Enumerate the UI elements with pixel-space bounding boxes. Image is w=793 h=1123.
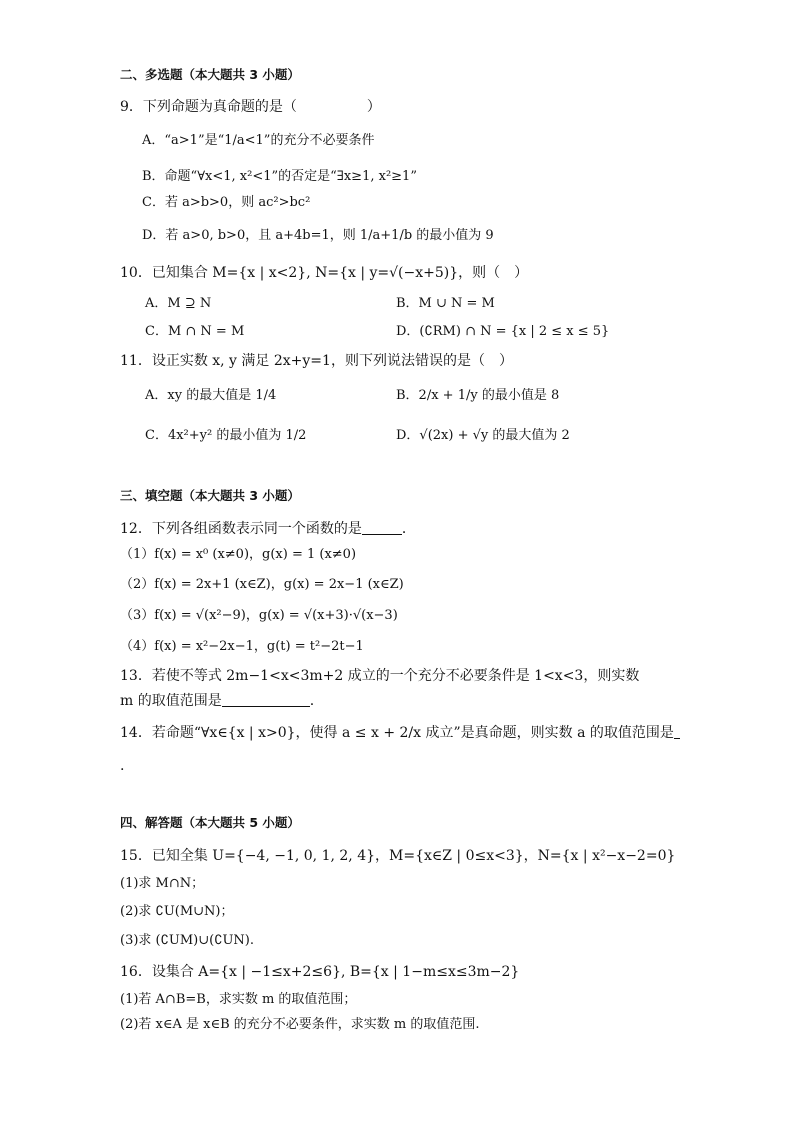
section-title-solution: 四、解答题（本大题共 5 小题） [120,815,300,830]
question-12-item-4: （4）f(x) = x²−2x−1，g(t) = t²−2t−1 [120,639,364,654]
question-11-stem: 11．设正实数 x, y 满足 2x+y=1，则下列说法错误的是（ ） [120,353,513,369]
question-15-stem: 15．已知全集 U={−4, −1, 0, 1, 2, 4}，M={x∈Z | 0≤x<3}，N={x | x²−x−2=0} [120,848,676,864]
question-9-option-c: C．若 a>b>0，则 ac²>bc² [142,195,311,210]
question-11-option-d: D．√(2x) + √y 的最大值为 2 [396,428,570,443]
question-12-stem [120,519,416,539]
question-10-option-a: A．M ⊇ N [145,296,212,311]
question-13-line-2-end: . [309,693,315,709]
question-16-part-2: (2)若 x∈A 是 x∈B 的充分不必要条件，求实数 m 的取值范围. [120,1017,480,1032]
answer-blank[interactable] [222,692,310,707]
question-13-line-2-text: m 的取值范围是 [120,693,222,709]
answer-blank[interactable] [674,724,680,739]
section-title-fill-in: 三、填空题（本大题共 3 小题） [120,488,300,503]
question-12-item-2: （2）f(x) = 2x+1 (x∈Z)，g(x) = 2x−1 (x∈Z) [120,577,404,592]
section-title-multiple-choice: 二、多选题（本大题共 3 小题） [120,67,300,82]
question-9-stem: 9．下列命题为真命题的是（ ） [120,99,381,115]
question-10-option-d: D．(∁RM) ∩ N = {x | 2 ≤ x ≤ 5} [396,324,610,339]
question-12-stem-text: 12．下列各组函数表示同一个函数的是 [120,521,362,537]
question-13-line-2 [120,691,314,711]
question-12-item-1: （1）f(x) = x⁰ (x≠0)，g(x) = 1 (x≠0) [120,547,357,562]
question-10-stem: 10．已知集合 M={x | x<2}, N={x | y=√(−x+5)}，则（ ） [120,265,529,281]
answer-blank[interactable] [362,520,402,535]
question-11-option-b: B．2/x + 1/y 的最小值是 8 [396,388,560,403]
question-13-line-1: 13．若使不等式 2m−1<x<3m+2 成立的一个充分不必要条件是 1<x<3，则实数 [120,668,640,684]
question-16-stem: 16．设集合 A={x | −1≤x+2≤6}, B={x | 1−m≤x≤3m−2} [120,964,520,980]
question-11-option-c: C．4x²+y² 的最小值为 1/2 [145,428,307,443]
question-10-option-c: C．M ∩ N = M [145,324,245,339]
question-9-option-a: A．“a>1”是“1/a<1”的充分不必要条件 [142,133,375,148]
question-12-stem-end: ． [401,521,416,537]
question-15-part-1: (1)求 M∩N； [120,876,205,891]
question-9-option-b: B．命题“∀x<1, x²<1”的否定是“∃x≥1, x²≥1” [142,169,417,184]
question-14-line-2: . [120,758,125,774]
question-12-item-3: （3）f(x) = √(x²−9)，g(x) = √(x+3)·√(x−3) [120,608,398,623]
question-14-line-1-text: 14．若命题“∀x∈{x | x>0}，使得 a ≤ x + 2/x 成立”是真命题，则实数 a 的取值范围是 [120,725,674,741]
question-11-option-a: A．xy 的最大值是 1/4 [145,388,277,403]
question-16-part-1: (1)若 A∩B=B，求实数 m 的取值范围； [120,992,357,1007]
question-10-option-b: B．M ∪ N = M [396,296,495,311]
question-9-option-d: D．若 a>0, b>0，且 a+4b=1，则 1/a+1/b 的最小值为 9 [142,228,494,243]
question-15-part-3: (3)求 (∁UM)∪(∁UN). [120,933,254,948]
question-14-line-1 [120,723,680,743]
question-15-part-2: (2)求 ∁U(M∪N)； [120,904,234,919]
